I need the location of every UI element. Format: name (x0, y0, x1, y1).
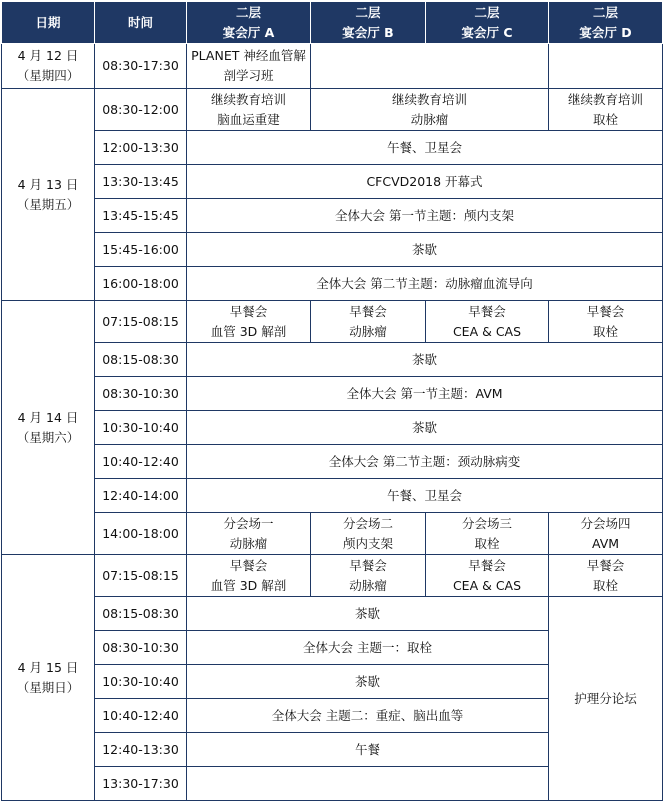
session-cell: 分会场四 AVM (549, 513, 663, 555)
time-cell: 12:00-13:30 (95, 131, 187, 165)
session-cell: 继续教育培训 动脉瘤 (311, 89, 549, 131)
session-cell: 午餐、卫星会 (187, 479, 663, 513)
time-cell: 08:30-12:00 (95, 89, 187, 131)
table-row (2, 411, 663, 445)
session-cell: 分会场二 颅内支架 (311, 513, 426, 555)
header-row (2, 2, 663, 44)
session-cell: 分会场三 取栓 (426, 513, 549, 555)
session-cell: 早餐会 动脉瘤 (311, 555, 426, 597)
time-cell: 12:40-14:00 (95, 479, 187, 513)
time-cell: 08:30-10:30 (95, 377, 187, 411)
date-cell: 4 月 12 日 （星期四） (2, 44, 95, 89)
time-cell: 16:00-18:00 (95, 267, 187, 301)
time-cell: 08:30-17:30 (95, 44, 187, 89)
header-hall-c: 二层 宴会厅 C (426, 2, 549, 44)
session-cell: 全体大会 第一节主题：AVM (187, 377, 663, 411)
header-hall-b: 二层 宴会厅 B (311, 2, 426, 44)
table-row (2, 445, 663, 479)
time-cell: 07:15-08:15 (95, 301, 187, 343)
session-cell: 早餐会 血管 3D 解剖 (187, 301, 311, 343)
session-cell: 全体大会 第二节主题：颈动脉病变 (187, 445, 663, 479)
session-cell: 全体大会 第二节主题：动脉瘤血流导向 (187, 267, 663, 301)
table-row (2, 479, 663, 513)
table-row (2, 233, 663, 267)
header-date: 日期 (2, 2, 95, 44)
time-cell: 07:15-08:15 (95, 555, 187, 597)
session-cell: 早餐会 取栓 (549, 301, 663, 343)
time-cell: 10:30-10:40 (95, 665, 187, 699)
table-row (2, 44, 663, 89)
time-cell: 13:30-17:30 (95, 767, 187, 801)
schedule-table (1, 1, 663, 801)
table-row (2, 165, 663, 199)
session-cell: 茶歇 (187, 233, 663, 267)
time-cell: 12:40-13:30 (95, 733, 187, 767)
table-row (2, 343, 663, 377)
session-cell: 茶歇 (187, 411, 663, 445)
session-cell: 继续教育培训 脑血运重建 (187, 89, 311, 131)
session-cell: 早餐会 动脉瘤 (311, 301, 426, 343)
session-cell: 茶歇 (187, 665, 549, 699)
time-cell: 08:30-10:30 (95, 631, 187, 665)
session-cell: 早餐会 取栓 (549, 555, 663, 597)
time-cell: 10:40-12:40 (95, 699, 187, 733)
session-cell: 早餐会 血管 3D 解剖 (187, 555, 311, 597)
table-row (2, 199, 663, 233)
time-cell: 15:45-16:00 (95, 233, 187, 267)
date-cell: 4 月 14 日 （星期六） (2, 301, 95, 555)
header-hall-d: 二层 宴会厅 D (549, 2, 663, 44)
time-cell: 14:00-18:00 (95, 513, 187, 555)
session-cell: 午餐、卫星会 (187, 131, 663, 165)
empty-cell (549, 44, 663, 89)
time-cell: 13:30-13:45 (95, 165, 187, 199)
session-cell: PLANET 神经血管解 剖学习班 (187, 44, 311, 89)
session-cell: 分会场一 动脉瘤 (187, 513, 311, 555)
time-cell: 10:30-10:40 (95, 411, 187, 445)
time-cell: 08:15-08:30 (95, 343, 187, 377)
session-cell: 茶歇 (187, 343, 663, 377)
session-cell: CFCVD2018 开幕式 (187, 165, 663, 199)
table-row (2, 301, 663, 343)
session-cell: 早餐会 CEA & CAS (426, 301, 549, 343)
table-row (2, 89, 663, 131)
session-cell: 早餐会 CEA & CAS (426, 555, 549, 597)
session-cell: 全体大会 主题一：取栓 (187, 631, 549, 665)
date-cell: 4 月 15 日 （星期日） (2, 555, 95, 801)
session-cell: 午餐 (187, 733, 549, 767)
session-cell: 护理分论坛 (549, 597, 663, 801)
session-cell: 茶歇 (187, 597, 549, 631)
time-cell: 13:45-15:45 (95, 199, 187, 233)
time-cell: 08:15-08:30 (95, 597, 187, 631)
empty-cell (187, 767, 549, 801)
session-cell: 全体大会 主题二：重症、脑出血等 (187, 699, 549, 733)
header-hall-a: 二层 宴会厅 A (187, 2, 311, 44)
table-row (2, 267, 663, 301)
table-row (2, 131, 663, 165)
time-cell: 10:40-12:40 (95, 445, 187, 479)
date-cell: 4 月 13 日 （星期五） (2, 89, 95, 301)
session-cell: 继续教育培训 取栓 (549, 89, 663, 131)
session-cell: 全体大会 第一节主题：颅内支架 (187, 199, 663, 233)
table-row (2, 597, 663, 631)
table-row (2, 513, 663, 555)
header-time: 时间 (95, 2, 187, 44)
table-row (2, 555, 663, 597)
table-row (2, 377, 663, 411)
empty-cell (311, 44, 549, 89)
